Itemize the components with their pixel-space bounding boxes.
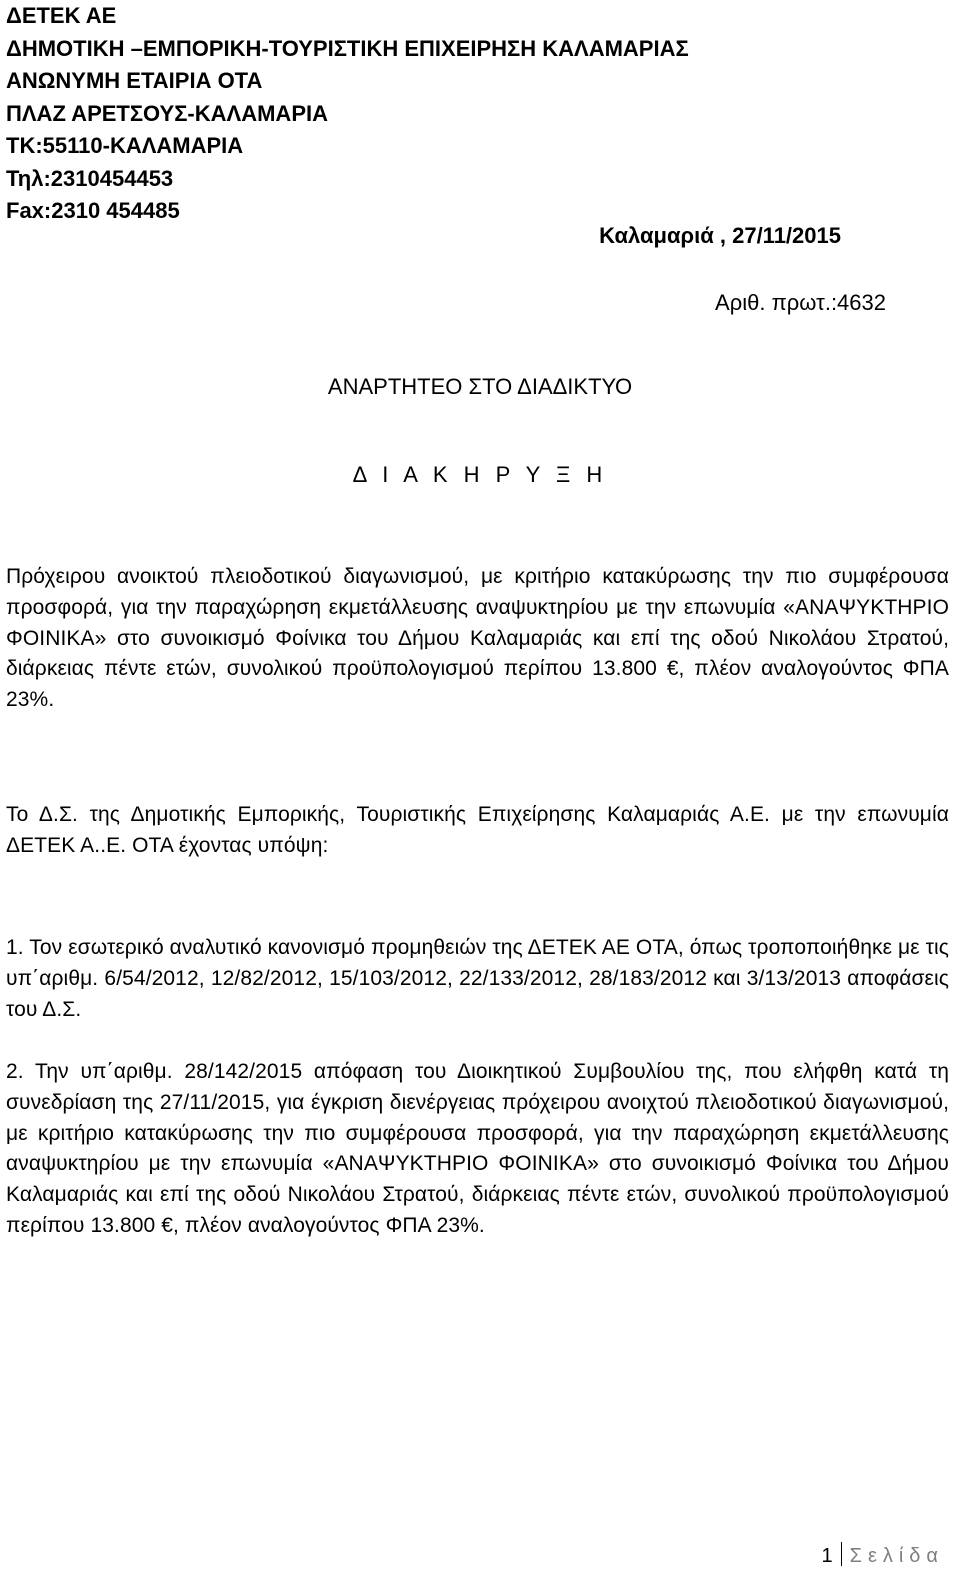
company-phone: Τηλ:2310454453	[6, 165, 174, 191]
company-type: ΑΝΩΝΥΜΗ ΕΤΑΙΡΙΑ ΟΤΑ	[6, 68, 263, 93]
intro-paragraph: Πρόχειρου ανοικτού πλειοδοτικού διαγωνισμού, με κριτήριο κατακύρωσης την πιο συμφέρουσα προσφορά, για την παραχώρηση εκμετάλλευσης αναψυκτηρίου με την επωνυμία «ΑΝΑΨΥΚΤΗΡΙΟ ΦΟΙΝΙΚΑ» στο συνοικισμό Φοίνικα του Δήμου Καλαμαριάς και επί της οδού Νικολάου Στρατού, διάρκειας πέντε ετών, συνολικού προϋπολογισμού περίπου 13.800 €, πλέον αναλογούντος ΦΠΑ 23%.	[6, 565, 949, 712]
company-full-name: ΔΗΜΟΤΙΚΗ –ΕΜΠΟΡΙΚΗ-ΤΟΥΡΙΣΤΙΚΗ ΕΠΙΧΕΙΡΗΣΗ ΚΑΛΑΜΑΡΙΑΣ	[6, 35, 689, 61]
company-fax: Fax:2310 454485	[6, 198, 180, 223]
company-address: ΠΛΑΖ ΑΡΕΤΣΟΥΣ-ΚΑΛΑΜΑΡΙΑ	[6, 100, 328, 126]
publish-notice: ΑΝΑΡΤΗΤΕΟ ΣΤΟ ΔΙΑΔΙΚΤΥΟ	[327, 374, 633, 399]
company-postcode: ΤΚ:55110-ΚΑΛΑΜΑΡΙΑ	[6, 133, 244, 158]
considerations-item-1: 1. Τον εσωτερικό αναλυτικό κανονισμό προμηθειών της ΔΕΤΕΚ ΑΕ ΟΤΑ, όπως τροποποιήθηκε με τις υπ΄αριθμ. 6/54/2012, 12/82/2012, 15/103/2012, 22/133/2012, 28/183/2012 και 3/13/2013 αποφάσεις του Δ.Σ.	[6, 936, 949, 1021]
page-number: 1	[821, 1545, 833, 1567]
board-paragraph: Το Δ.Σ. της Δημοτικής Εμπορικής, Τουριστικής Επιχείρησης Καλαμαριάς Α.Ε. με την επωνυμία ΔΕΤΕΚ Α..Ε. ΟΤΑ έχοντας υπόψη:	[6, 803, 949, 857]
considerations-item-2: 2. Την υπ΄αριθμ. 28/142/2015 απόφαση του Διοικητικού Συμβουλίου της, που ελήφθη κατά τη συνεδρίαση της 27/11/2015, για έγκριση διενέργειας πρόχειρου ανοιχτού πλειοδοτικού διαγωνισμού, με κριτήριο κατακύρωσης την πιο συμφέρουσα προσφορά, για την παραχώρηση εκμετάλλευσης αναψυκτηρίου με την επωνυμία «ΑΝΑΨΥΚΤΗΡΙΟ ΦΟΙΝΙΚΑ» στο συνοικισμό Φοίνικα του Δήμου Καλαμαριάς και επί της οδού Νικολάου Στρατού, διάρκειας πέντε ετών, συνολικού προϋπολογισμού περίπου 13.800 €, πλέον αναλογούντος ΦΠΑ 23%.	[6, 1060, 949, 1237]
letterhead	[6, 0, 689, 228]
page-label: Σελίδα	[849, 1545, 944, 1567]
document-date: Καλαμαριά , 27/11/2015	[599, 223, 841, 248]
page-footer	[821, 1542, 944, 1568]
footer-divider	[841, 1542, 842, 1566]
document-title: Δ Ι Α Κ Η Ρ Υ Ξ Η	[352, 462, 608, 487]
company-short-name: ΔΕΤΕΚ ΑΕ	[6, 3, 117, 28]
protocol-number: Αριθ. πρωτ.:4632	[715, 290, 886, 315]
